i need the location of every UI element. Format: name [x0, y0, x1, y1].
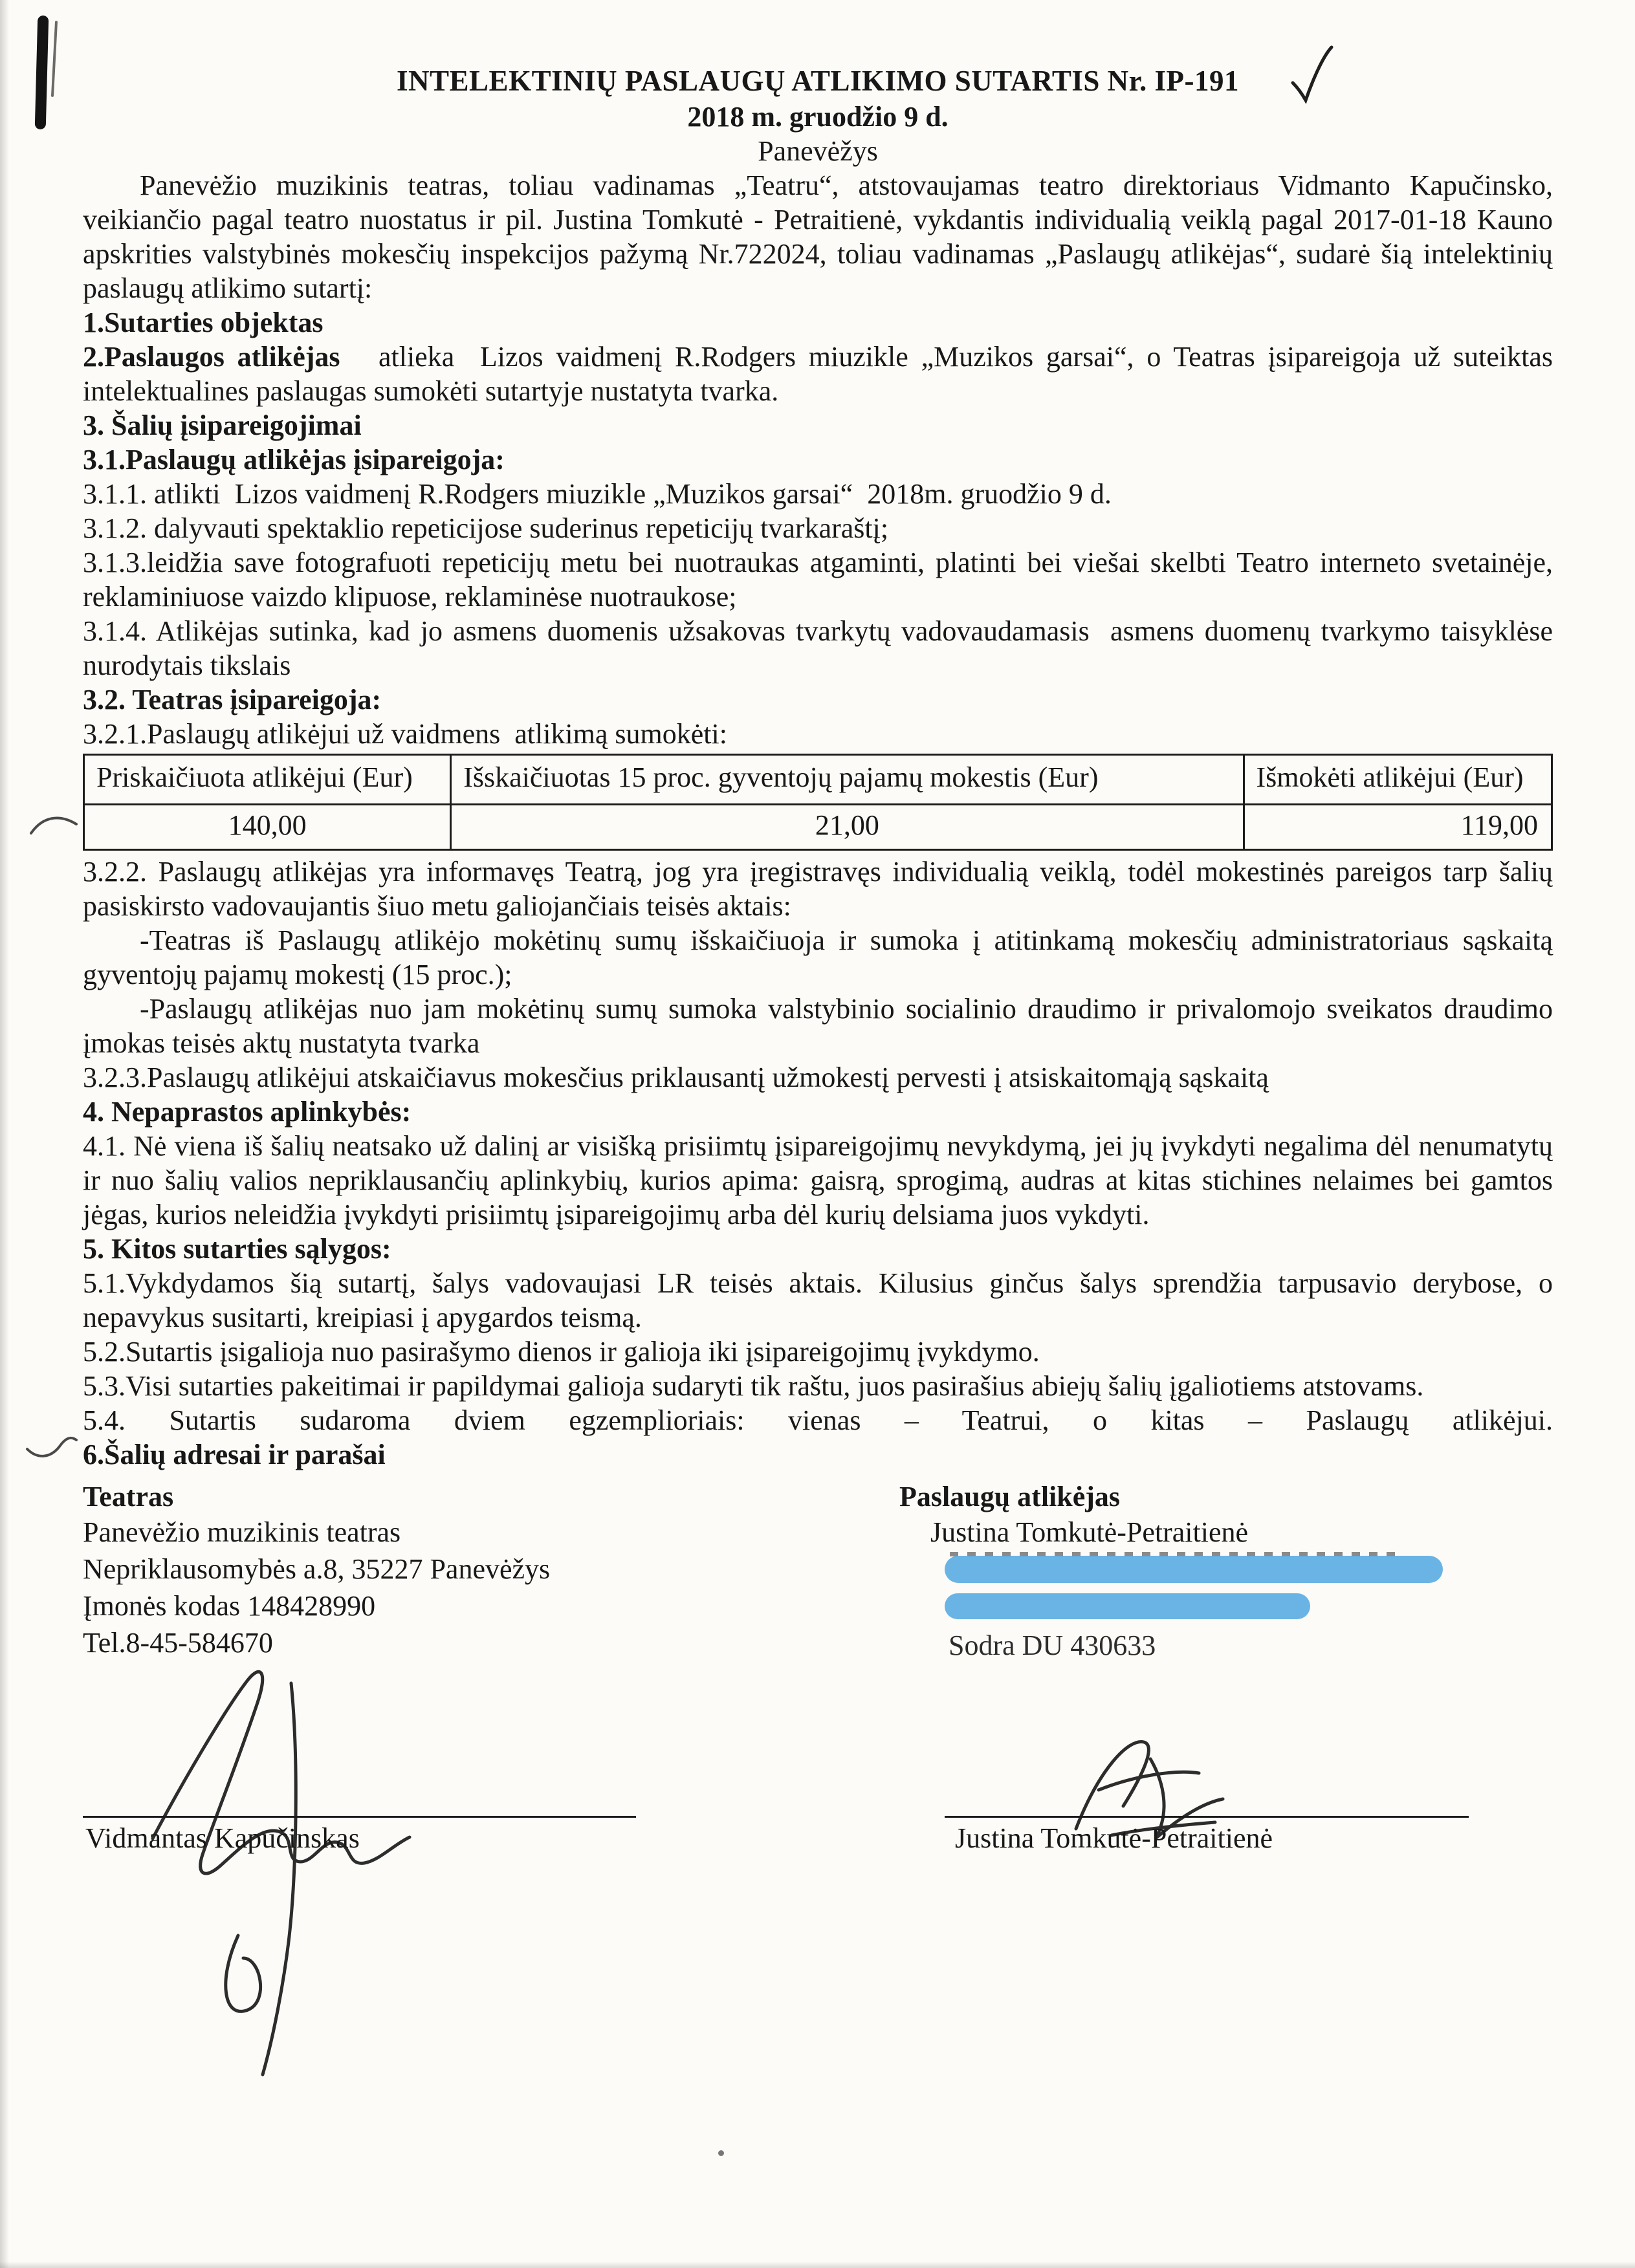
payment-table-header-row	[84, 755, 1552, 805]
contract-date: 2018 m. gruodžio 9 d.	[687, 101, 949, 133]
section-6-heading: 6.Šalių adresai ir parašai	[83, 1439, 386, 1470]
right-party-sodra-line: Sodra DU 430633	[949, 1630, 1156, 1661]
clause-3-2-2-dash-2: -Paslaugų atlikėjas nuo jam mokėtinų sumų sumoka valstybinio socialinio draudimo ir privalomojo sveikatos draudimo įmokas teisės aktų nustatyta tvarka	[83, 993, 1553, 1059]
section-3-2-heading: 3.2. Teatras įsipareigoja:	[83, 684, 382, 715]
handwritten-margin-mark-icon	[27, 809, 82, 842]
signature-kapucinskas-icon	[141, 1631, 419, 2091]
signatures-area	[83, 1479, 1553, 2100]
clause-3-2-2-dash-1: -Teatras iš Paslaugų atlikėjo mokėtinų sumų išskaičiuoja ir sumoka į atitinkamą mokesčių administratoriaus sąskaitą gyventojų pajamų mokestį (15 proc.);	[83, 924, 1553, 990]
signature-tomkute-icon	[1053, 1719, 1247, 1868]
clause-3-1-3: 3.1.3.leidžia save fotografuoti repeticijų metu bei nuotraukas atgaminti, platinti bei viešai skelbti Teatro interneto svetainėje, reklaminiuose vaizdo klipuose, reklaminėse nuotraukose;	[83, 547, 1553, 613]
left-party-role: Teatras	[83, 1481, 174, 1512]
section-3-1-heading: 3.1.Paslaugų atlikėjas įsipareigoja:	[83, 444, 505, 475]
left-signer-name: Vidmantas Kapučinskas	[85, 1822, 360, 1854]
clause-3-1-4: 3.1.4. Atlikėjas sutinka, kad jo asmens duomenis užsakovas tvarkytų vadovaudamasis asmens duomenų tvarkymo taisyklėse nurodytais tikslais	[83, 615, 1553, 681]
contract-city: Panevėžys	[758, 135, 878, 167]
handwritten-margin-mark-icon	[25, 1431, 79, 1465]
left-party-address-line: Nepriklausomybės a.8, 35227 Panevėžys	[83, 1553, 551, 1585]
redaction-bar	[945, 1556, 1443, 1583]
left-party-name-line: Panevėžio muzikinis teatras	[83, 1516, 401, 1548]
intro-paragraph: Panevėžio muzikinis teatras, toliau vadinamas „Teatru“, atstovaujamas teatro direktoriaus Vidmanto Kapučinsko, veikiančio pagal teatro nuostatus ir pil. Justina Tomkutė - Petraitienė, vykdantis individualią veiklą pagal 2017-01-18 Kauno apskrities valstybinės mokesčių inspekcijos pažymą Nr.722024, toliau vadinamas „Paslaugų atlikėjas“, sudarė šią intelektinių paslaugų atlikimo sutartį:	[83, 169, 1553, 304]
handwritten-check-icon	[1289, 44, 1335, 109]
contract-title: INTELEKTINIŲ PASLAUGŲ ATLIKIMO SUTARTIS Nr. IP-191	[397, 65, 1239, 97]
section-4-heading: 4. Nepaprastos aplinkybės:	[83, 1096, 411, 1128]
payment-value-payout: 119,00	[1244, 805, 1552, 850]
payment-header-tax: Išskaičiuotas 15 proc. gyventojų pajamų mokestis (Eur)	[451, 755, 1244, 805]
clause-3-2-3: 3.2.3.Paslaugų atlikėjui atskaičiavus mokesčius priklausantį užmokestį pervesti į atsiskaitomąją sąskaitą	[83, 1062, 1269, 1093]
payment-header-payout: Išmokėti atlikėjui (Eur)	[1244, 755, 1552, 805]
section-1-heading: 1.Sutarties objektas	[83, 307, 324, 338]
section-5-heading: 5. Kitos sutarties sąlygos:	[83, 1233, 391, 1265]
clause-5-3: 5.3.Visi sutarties pakeitimai ir papildymai galioja sudaryti tik raštu, juos pasirašius abiejų šalių įgaliotiems atstovams.	[83, 1370, 1424, 1402]
clause-3-2-1: 3.2.1.Paslaugų atlikėjui už vaidmens atlikimą sumokėti:	[83, 718, 727, 750]
section-2-lead: 2.Paslaugos atlikėjas	[83, 341, 340, 373]
payment-value-accrued: 140,00	[84, 805, 451, 850]
clause-5-4: 5.4. Sutartis sudaroma dviem egzemplioriais: vienas – Teatrui, o kitas – Paslaugų atlikėjui.	[83, 1404, 1553, 1436]
section-2-paragraph	[83, 340, 1553, 408]
clause-3-1-1: 3.1.1. atlikti Lizos vaidmenį R.Rodgers miuzikle „Muzikos garsai“ 2018m. gruodžio 9 d.	[83, 478, 1112, 510]
redaction-bar	[945, 1593, 1310, 1619]
left-party-company-code-line: Įmonės kodas 148428990	[83, 1590, 376, 1622]
clause-5-1: 5.1.Vykdydamos šią sutartį, šalys vadovaujasi LR teisės aktais. Kilusius ginčus šalys sprendžia tarpusavio derybose, o nepavykus susitarti, kreipiasi į apygardos teismą.	[83, 1267, 1553, 1333]
right-party-role: Paslaugų atlikėjas	[899, 1481, 1121, 1512]
section-2-text: atlieka Lizos vaidmenį R.Rodgers miuzikle „Muzikos garsai“, o Teatras įsipareigoja už suteiktas intelektualines paslaugas sumokėti sutartyje nustatyta tvarka.	[83, 341, 1553, 407]
left-party-phone-line: Tel.8-45-584670	[83, 1627, 273, 1659]
section-3-heading: 3. Šalių įsipareigojimai	[83, 409, 362, 441]
payment-table	[83, 754, 1553, 851]
payment-value-tax: 21,00	[451, 805, 1244, 850]
clause-3-2-2: 3.2.2. Paslaugų atlikėjas yra informavęs Teatrą, jog yra įregistravęs individualią veiklą, todėl mokestinės pareigos tarp šalių pasiskirsto vadovaujantis šiuo metu galiojančiais teisės aktais:	[83, 856, 1553, 922]
scan-artifact-bar	[35, 16, 49, 129]
scan-speck	[718, 2150, 724, 2156]
payment-header-accrued: Priskaičiuota atlikėjui (Eur)	[84, 755, 451, 805]
scan-artifact-line	[51, 21, 58, 97]
clause-4-1: 4.1. Nė viena iš šalių neatsako už dalinį ar visišką prisiimtų įsipareigojimų nevykdymą, jei jų įvykdyti negalima dėl nenumatytų ir nuo šalių valios nepriklausančių aplinkybių, kurios apima: gaisrą, sprogimą, audras at kitas stichines nelaimes bei gamtos jėgas, kurios neleidžia įvykdyti prisiimtų įsipareigojimų arba dėl kurių delsiama juos vykdyti.	[83, 1130, 1553, 1230]
contract-body	[83, 62, 1553, 2100]
clause-3-1-2: 3.1.2. dalyvauti spektaklio repeticijose suderinus repeticijų tvarkaraštį;	[83, 512, 889, 544]
right-signer-name: Justina Tomkutė-Petraitienė	[955, 1822, 1273, 1854]
right-party-name-line: Justina Tomkutė-Petraitienė	[930, 1516, 1249, 1548]
clause-5-2: 5.2.Sutartis įsigalioja nuo pasirašymo dienos ir galioja iki įsipareigojimų įvykdymo.	[83, 1336, 1040, 1368]
payment-table-value-row	[84, 805, 1552, 850]
